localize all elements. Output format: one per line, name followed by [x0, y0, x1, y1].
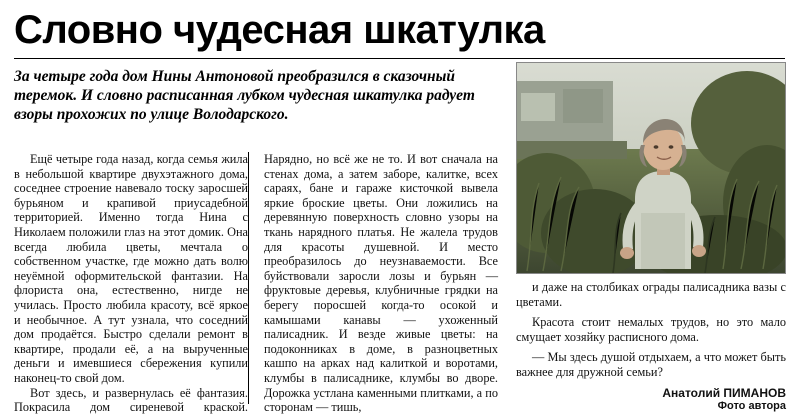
article-author: Анатолий ПИМАНОВ: [662, 385, 786, 400]
page-title: Словно чудесная шкатулка: [14, 8, 545, 52]
lead-block: [14, 67, 498, 124]
article-sidebar: [516, 62, 786, 413]
article-paragraph: и даже на столбиках ограды палисадника вазы с цветами.: [516, 280, 786, 309]
article-paragraph: Ещё четыре года назад, когда семья жила в небольшой квартире двухэтажного дома, соседнее строение навевало тоску заросшей бурьяном и крапивой приусадебной территорией. Именно тогда Нина с Николаем положили глаз на этот домик. Она всегда любила цветы, мечтала о собственном участке, где можно дать волю неуёмной оформительской фантазии. На флориста она, естественно, нигде не училась. Просто любила красоту, всё яркое и необычное. А тут узнала, что соседний дом продаётся. Быстро сделали ремонт в квартире, продали её, а на вырученные деньги и имевшиеся сбережения купили наконец-то свой дом.: [14, 152, 248, 385]
article-paragraph: Вот здесь, и развернулась её фантазия. Покрасила дом сиреневой краской. Нарядно, но всё же не то. И вот сначала на стенах дома, а затем заборе, калитке, всех сараях, бане и гараже кисточкой вывела яркие броские цветы. Они ложились на деревянную поверхность словно узоры на ткань нарядного платья. Не жалела трудов для красоты душевной. И место преобразилось до неузнаваемости. Все буйствовали заросли лозы и бурьян — фруктовые деревья, клубничные грядки на берегу поросшей когда-то осокой и камышами канавы — ухоженный палисадник. И везде живые цветы: на подоконниках в доме, в разноцветных кашпо на арках над калиткой и воротами, клумбы в палисаднике, клумбы во дворе. Дорожка устлана каменными плитками, а по сторонам — тишь,: [14, 152, 498, 415]
photo-graphic: [517, 63, 785, 273]
article-paragraph: Красота стоит немалых трудов, но это мало смущает хозяйку расписного дома.: [516, 315, 786, 344]
photo-credit: Фото автора: [717, 399, 786, 412]
article-lead: За четыре года дом Нины Антоновой преобразился в сказочный теремок. И словно расписанная лубком чудесная шкатулка радует взоры прохожих по улице Володарского.: [14, 68, 475, 123]
headline-divider: [14, 58, 785, 59]
woman-in-garden-photo: [516, 62, 786, 274]
article-body-columns: [14, 152, 498, 415]
article-paragraph: — Мы здесь душой отдыхаем, а что может быть важнее для дружной семьи?: [516, 350, 786, 379]
